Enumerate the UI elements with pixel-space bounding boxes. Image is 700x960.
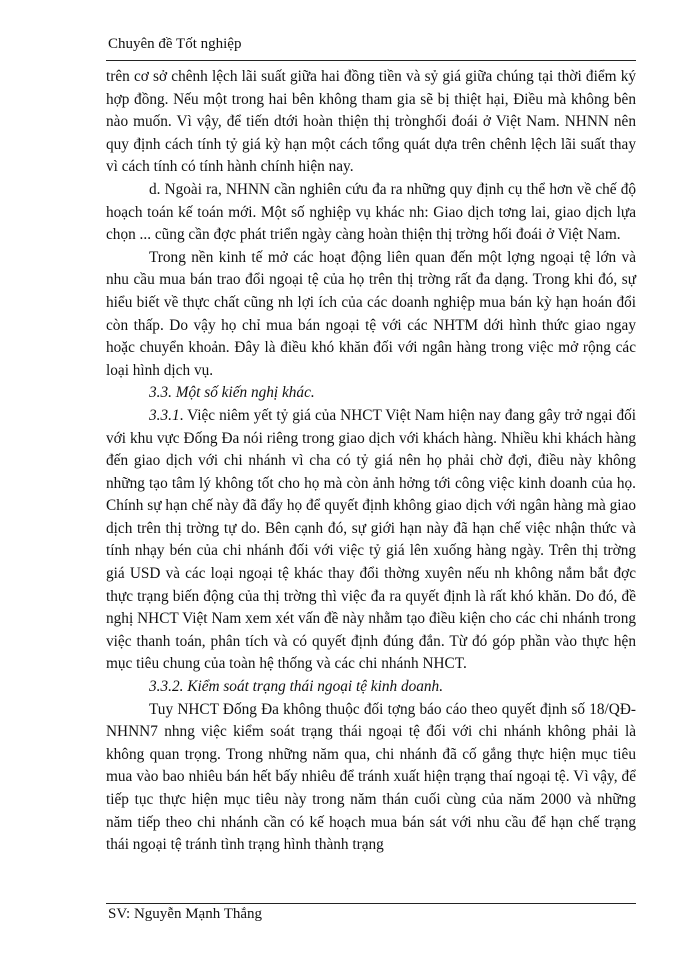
header-rule [106, 60, 636, 61]
paragraph-3-3-2: Tuy NHCT Đống Đa không thuộc đối tợng báo cáo theo quyết định số 18/QĐ- NHNN7 nhng việc kiểm soát trạng thái ngoại tệ đối với chi nhánh không phải là không quan trọng. Trong những năm qua, chi nhánh đã cố gắng thực hiện mục tiêu mua vào bao nhiêu bán hết bấy nhiêu để tránh xuất hiện trạng thaí ngoại tệ. Vì vậy, để tiếp tục thực hiện mục tiêu này trong năm thán cuối cùng của năm 2000 và những năm tiếp theo chi nhánh cần có kế hoạch mua bán sát với nhu cầu để hạn chế trạng thái ngoại tệ tránh tình trạng hình thành trạng [106, 700, 636, 854]
paragraph-2: d. Ngoài ra, NHNN cần nghiên cứu đa ra những quy định cụ thể hơn về chế độ hoạch toán kế toán mới. Một số nghiệp vụ khác nh: Giao dịch tơng lai, giao dịch lựa chọn ... cũng cần đợc phát triển ngày càng hoàn thiện thị trờng hối đoái ở Việt Nam. [106, 180, 636, 244]
footer-rule [106, 903, 636, 904]
document-body [106, 66, 636, 857]
page-footer-author: SV: Nguyễn Mạnh Thắng [108, 906, 263, 922]
section-heading-3-3: 3.3. Một số kiến nghị khác. [149, 384, 315, 402]
section-heading-3-3-2: 3.3.2. Kiểm soát trạng thái ngoại tệ kinh doanh. [149, 678, 444, 696]
paragraph-1: trên cơ sở chênh lệch lãi suất giữa hai đồng tiền và sỷ giá giữa chúng tại thời điểm ký hợp đồng. Nếu một trong hai bên không tham gia sẽ bị thiệt hại, Điều mà không bên nào muốn. Vì vậy, để tiến dtới hoàn thiện thị trònghối đoái ở Việt Nam. NHNN nên quy định cách tính tỷ giá kỳ hạn một cách tổng quát dựa trên chênh lệch lãi suất thay vì cách tính có tính hành chính hiện nay. [106, 68, 636, 176]
paragraph-3-3-1 [106, 405, 636, 676]
paragraph-3-3-1-text: . Việc niêm yết tỷ giá của NHCT Việt Nam hiện nay đang gây trở ngại đối với khu vực Đống Đa nói riêng trong giao dịch với khách hàng. Nhiều khi khách hàng đến giao dịch với chi nhánh vì cha có tỷ giá nên họ phải chờ đợi, điều này không những tạo tâm lý không tốt cho họ mà còn ảnh hởng tới công việc kinh doanh của họ. Chính sự hạn chế này đã đẩy họ để quyết định không giao dịch với ngân hàng mà giao dịch trên thị trờng tự do. Bên cạnh đó, sự giới hạn này đã hạn chế việc nhận thức và tính nhạy bén của chi nhánh đối với việc tỷ giá lên xuống hàng ngày. Trên thị trờng giá USD và các loại ngoại tệ khác thay đổi thờng xuyên nếu nh không nắm bắt đợc thực trạng biến động của thị trờng thì việc đa ra quyết định là rất khó khăn. Do đó, đề nghị NHCT Việt Nam xem xét vấn đề này nhằm tạo điều kiện cho các chi nhánh trong việc thanh toán, phân tích và có quyết định đúng đắn. Từ đó góp phần vào thực hện mục tiêu chung của toàn hệ thống và các chi nhánh NHCT. [106, 406, 636, 673]
page-header-title: Chuyên đề Tốt nghiệp [108, 36, 242, 52]
paragraph-3: Trong nền kinh tế mở các hoạt động liên quan đến một lợng ngoại tệ lớn và nhu cầu mua bán trao đổi ngoại tệ của họ trên thị trờng rất đa dạng. Trong khi đó, sự hiểu biết về thực chất cũng nh lợi ích của các doanh nghiệp mua bán kỳ hạn hoán đổi còn thấp. Do vậy họ chỉ mua bán ngoại tệ với các NHTM dới hình thức giao ngay hoặc chuyển khoản. Đây là điều khó khăn đối với ngân hàng trong việc mở rộng các loại hình dịch vụ. [106, 248, 636, 379]
section-label-3-3-1: 3.3.1 [149, 406, 180, 424]
